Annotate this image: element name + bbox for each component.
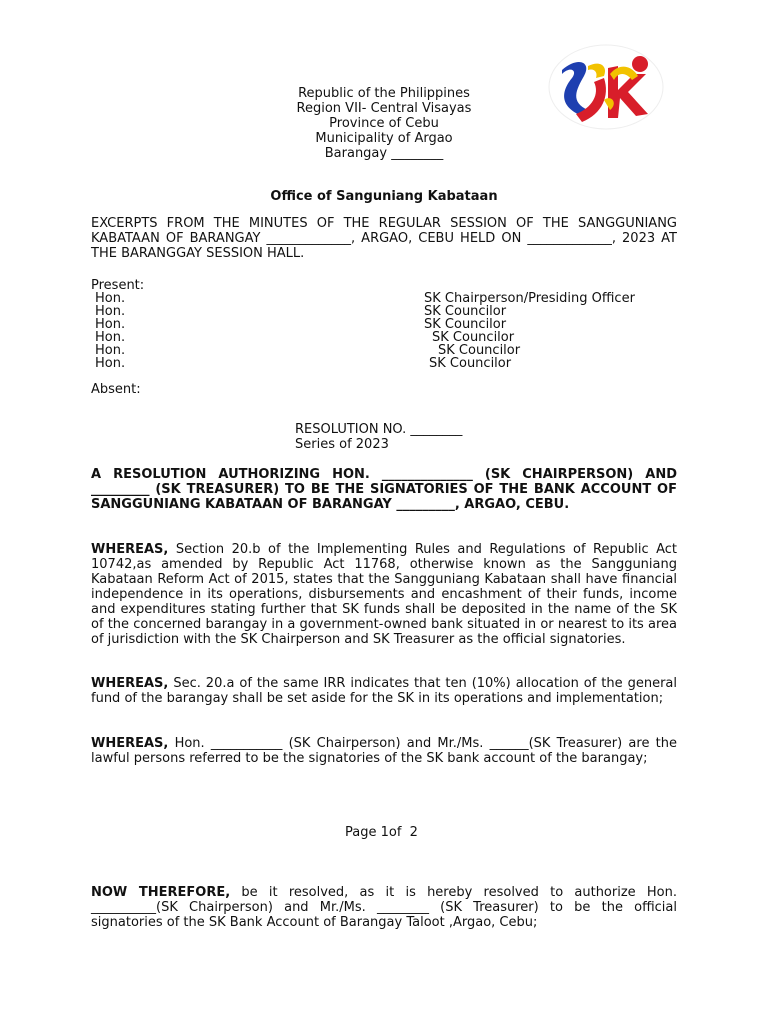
page-number: Page 1of 2 bbox=[345, 825, 418, 840]
member-hon: Hon. bbox=[95, 291, 126, 306]
whereas-text: Section 20.b of the Implementing Rules and Regulations of Republic Act 10742,as amended by Republic Act 11768, otherwise known as the Sangguniang Kabataan Reform Act of 2015, states that the Sangguniang Kabataan shall have financial independence in its operations, disbursements and encashment of their funds, income and expenditures stating further that SK funds shall be deposited in the name of the SK of the concerned barangay in a government-owned bank situated in or nearest to its area of jurisdiction with the SK Chairperson and SK Treasurer as the official signatories. bbox=[91, 542, 677, 647]
excerpt-paragraph: EXCERPTS FROM THE MINUTES OF THE REGULAR SESSION OF THE SANGGUNIANG KABATAAN OF BARANGAY _____________, ARGAO, CEBU HELD ON _____________, 2023 AT THE BARANGGAY SESSION HALL. bbox=[91, 216, 677, 261]
office-title: Office of Sanguniang Kabataan bbox=[270, 189, 498, 204]
whereas-clause bbox=[91, 542, 677, 647]
resolution-series: Series of 2023 bbox=[295, 437, 389, 452]
resolution-title: A RESOLUTION AUTHORIZING HON. ______________ (SK CHAIRPERSON) AND _________ (SK TREASURER) TO BE THE SIGNATORIES OF THE BANK ACCOUNT OF SANGGUNIANG KABATAAN OF BARANGAY _________, ARGAO, CEBU. bbox=[91, 467, 677, 512]
header-line: Province of Cebu bbox=[329, 116, 439, 131]
header-line: Barangay ________ bbox=[324, 146, 444, 161]
whereas-clause bbox=[91, 676, 677, 706]
member-hon: Hon. bbox=[95, 317, 126, 332]
whereas-text: Sec. 20.a of the same IRR indicates that ten (10%) allocation of the general fund of the barangay shall be set aside for the SK in its operations and implementation; bbox=[91, 676, 677, 706]
member-role: SK Councilor bbox=[424, 317, 507, 332]
member-role: SK Chairperson/Presiding Officer bbox=[424, 291, 635, 306]
header-line: Republic of the Philippines bbox=[298, 86, 470, 101]
member-role: SK Councilor bbox=[438, 343, 521, 358]
member-hon: Hon. bbox=[95, 356, 126, 371]
header-block bbox=[0, 86, 768, 161]
member-role: SK Councilor bbox=[424, 304, 507, 319]
header-line: Region VII- Central Visayas bbox=[296, 101, 472, 116]
whereas-lead: WHEREAS, bbox=[91, 676, 169, 691]
whereas-lead: WHEREAS, bbox=[91, 736, 169, 751]
member-role: SK Councilor bbox=[429, 356, 512, 371]
absent-label: Absent: bbox=[91, 382, 141, 397]
whereas-clause bbox=[91, 736, 677, 766]
present-label: Present: bbox=[91, 278, 145, 293]
now-therefore-lead: NOW THEREFORE, bbox=[91, 885, 231, 900]
now-therefore-clause bbox=[91, 885, 677, 930]
header-line: Municipality of Argao bbox=[315, 131, 453, 146]
whereas-text: Hon. ___________ (SK Chairperson) and Mr./Ms. ______(SK Treasurer) are the lawful persons referred to be the signatories of the SK bank account of the barangay; bbox=[91, 736, 677, 766]
member-role: SK Councilor bbox=[432, 330, 515, 345]
member-hon: Hon. bbox=[95, 330, 126, 345]
member-hon: Hon. bbox=[95, 343, 126, 358]
now-therefore-text: be it resolved, as it is hereby resolved to authorize Hon. __________(SK Chairperson) and Mr./Ms. ________ (SK Treasurer) to be the official signatories of the SK Bank Account of Barangay Taloot ,Argao, Cebu; bbox=[91, 885, 677, 930]
resolution-number: RESOLUTION NO. ________ bbox=[295, 422, 463, 437]
member-hon: Hon. bbox=[95, 304, 126, 319]
whereas-lead: WHEREAS, bbox=[91, 542, 169, 557]
